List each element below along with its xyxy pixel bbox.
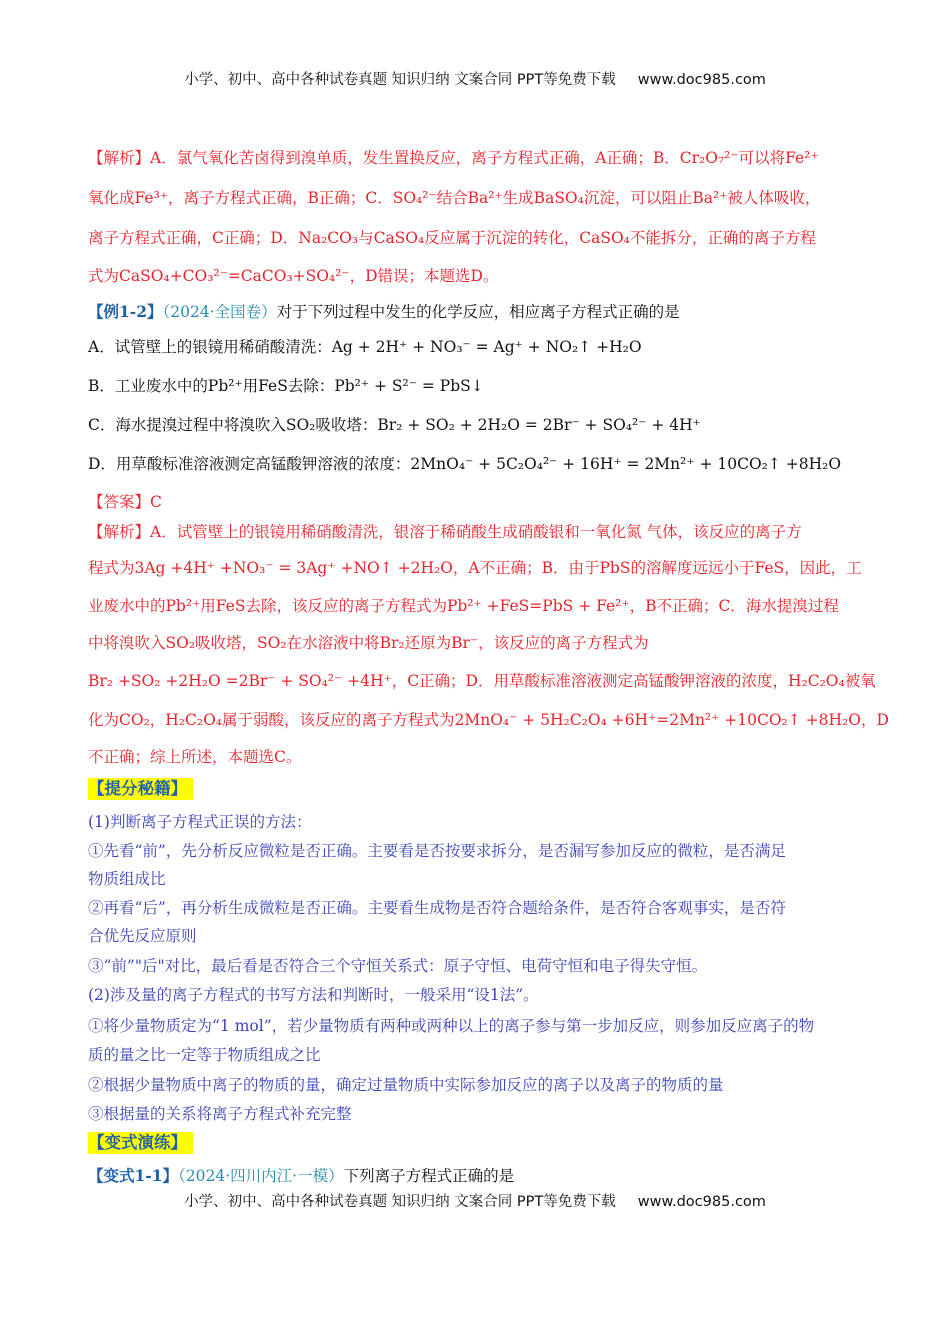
example-answer: 【答案】C [88,493,162,511]
tips-line-10: ②根据少量物质中离子的物质的量，确定过量物质中实际参加反应的离子以及离子的物质的量 [88,1076,724,1094]
analysis2-line2: 程式为3Ag +4H⁺ +NO₃⁻ = 3Ag⁺ +NO↑ +2H₂O，A不正确；B．由于PbS的溶解度远远小于FeS，因此，工 [88,559,862,577]
analysis1-line4: 式为CaSO₄+CO₃²⁻=CaCO₃+SO₄²⁻，D错误；本题选D。 [88,267,499,285]
example-option-a: A．试管壁上的银镜用稀硝酸清洗：Ag + 2H⁺ + NO₃⁻ = Ag⁺ + NO₂↑ +H₂O [88,338,642,356]
practice-tag: 【变式1-1】 [88,1166,179,1185]
analysis2-line1: 【解析】A．试管壁上的银镜用稀硝酸清洗，银溶于稀硝酸生成硝酸银和一氧化氮 气体，该反应的离子方 [88,523,802,541]
analysis2-line4: 中将溴吹入SO₂吸收塔，SO₂在水溶液中将Br₂还原为Br⁻，该反应的离子方程式为 [88,634,649,652]
analysis2-line6: 化为CO₂，H₂C₂O₄属于弱酸，该反应的离子方程式为2MnO₄⁻ + 5H₂C₂O₄ +6H⁺=2Mn²⁺ +10CO₂↑ +8H₂O，D [88,711,889,729]
example-stem-line [88,302,868,322]
tips-line-3: 物质组成比 [88,870,166,888]
footer-url[interactable]: www.doc985.com [637,1194,766,1210]
tips-line-9: 质的量之比一定等于物质组成之比 [88,1046,321,1064]
page-footer [0,1190,950,1211]
tips-line-11: ③根据量的关系将离子方程式补充完整 [88,1105,352,1123]
tips-line-5: 合优先反应原则 [88,927,197,945]
header-url[interactable]: www.doc985.com [637,72,766,88]
page-header [0,68,950,89]
header-text: 小学、初中、高中各种试卷真题 知识归纳 文案合同 PPT等免费下载 [184,72,616,88]
practice-source: （2024·四川内江·一模） [178,1167,344,1185]
tips-line-8: ①将少量物质定为“1 mol”，若少量物质有两种或两种以上的离子参与第一步加反应，则参加反应离子的物 [88,1017,815,1035]
example-option-c: C．海水提溴过程中将溴吹入SO₂吸收塔：Br₂ + SO₂ + 2H₂O = 2Br⁻ + SO₄²⁻ + 4H⁺ [88,416,701,434]
analysis1-line1: 【解析】A．氯气氧化苦卤得到溴单质，发生置换反应，离子方程式正确，A正确；B．Cr₂O₇²⁻可以将Fe²⁺ [88,149,819,167]
analysis1-line2: 氧化成Fe³⁺，离子方程式正确，B正确；C．SO₄²⁻结合Ba²⁺生成BaSO₄沉淀，可以阻止Ba²⁺被人体吸收， [88,189,821,207]
tips-line-1: (1)判断离子方程式正误的方法： [88,813,312,831]
example-tag: 【例1-2】 [88,302,163,321]
tips-line-2: ①先看“前”，先分析反应微粒是否正确。主要看是否按要求拆分，是否漏写参加反应的微粒，是否满足 [88,842,786,860]
tips-line-7: (2)涉及量的离子方程式的书写方法和判断时，一般采用“设1法”。 [88,986,539,1004]
example-stem: 对于下列过程中发生的化学反应，相应离子方程式正确的是 [276,303,680,321]
practice-stem: 下列离子方程式正确的是 [343,1167,515,1185]
practice-heading: 【变式演练】 [88,1132,193,1154]
tips-line-6: ③“前”"后"对比，最后看是否符合三个守恒关系式：原子守恒、电荷守恒和电子得失守恒。 [88,957,708,975]
analysis1-line3: 离子方程式正确，C正确；D．Na₂CO₃与CaSO₄反应属于沉淀的转化，CaSO₄不能拆分，正确的离子方程 [88,229,816,247]
example-option-b: B．工业废水中的Pb²⁺用FeS去除：Pb²⁺ + S²⁻ = PbS↓ [88,377,484,395]
tips-line-4: ②再看“后”，再分析生成微粒是否正确。主要看生成物是否符合题给条件，是否符合客观事实，是否符 [88,899,786,917]
example-source: （2024·全国卷） [162,303,277,321]
footer-text: 小学、初中、高中各种试卷真题 知识归纳 文案合同 PPT等免费下载 [184,1194,616,1210]
analysis2-line5: Br₂ +SO₂ +2H₂O =2Br⁻ + SO₄²⁻ +4H⁺，C正确；D．用草酸标准溶液测定高锰酸钾溶液的浓度，H₂C₂O₄被氧 [88,672,876,690]
example-option-d: D．用草酸标准溶液测定高锰酸钾溶液的浓度：2MnO₄⁻ + 5C₂O₄²⁻ + 16H⁺ = 2Mn²⁺ + 10CO₂↑ +8H₂O [88,455,842,473]
practice-stem-line [88,1166,868,1186]
tips-heading: 【提分秘籍】 [88,778,193,800]
analysis2-line7: 不正确；综上所述，本题选C。 [88,748,302,766]
analysis2-line3: 业废水中的Pb²⁺用FeS去除，该反应的离子方程式为Pb²⁺ +FeS=PbS + Fe²⁺，B不正确；C．海水提溴过程 [88,597,839,615]
